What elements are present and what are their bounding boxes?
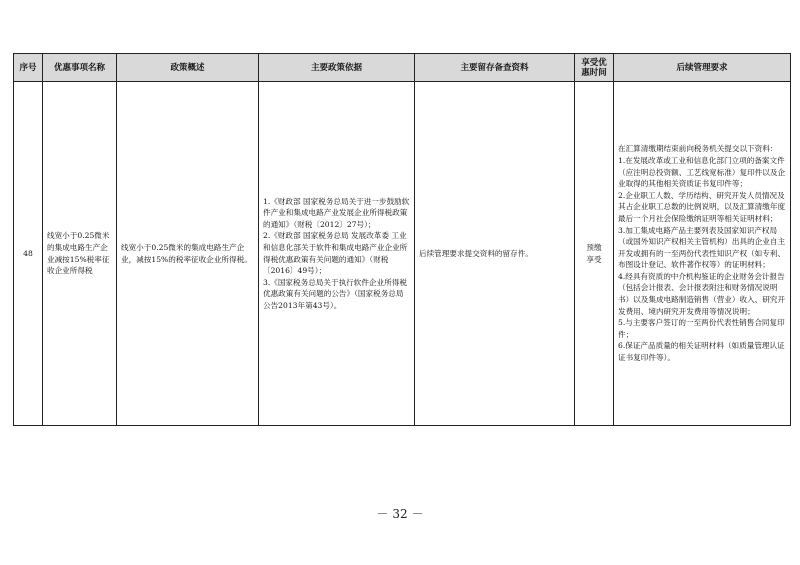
row-number: 48 — [23, 248, 33, 258]
row-number-cell — [14, 82, 43, 426]
item-name: 线宽小于0.25微米的集成电路生产企业减按15%税率征收企业所得税 — [47, 231, 110, 276]
header-policy-basis: 主要政策依据 — [259, 54, 415, 82]
header-policy-overview: 政策概述 — [117, 54, 259, 82]
timing-cell — [575, 82, 614, 426]
table-row — [14, 82, 791, 426]
benefit-timing: 预缴 享受 — [586, 242, 602, 264]
policy-overview: 线宽小于0.25微米的集成电路生产企业，减按15%的税率征收企业所得税。 — [121, 242, 252, 264]
header-number: 序号 — [14, 54, 43, 82]
policy-basis: 1.《财政部 国家税务总局关于进一步鼓励软件产业和集成电路产业发展企业所得税政策的通知》（财税〔2012〕27号）； 2.《财政部 国家税务总局 发展改革委 工业和信息化部关于软件和集成电路产业企业所得税优惠政策有关问题的通知》（财税〔2016〕49号）； 3.《国家税务总局关于执行软件企业所得税优惠政策有关问题的公告》（国家税务总局公告2013年第43号）。 — [263, 196, 410, 310]
table-header-row — [14, 54, 791, 82]
policy-table — [13, 53, 791, 426]
retained-materials: 后续管理要求提交资料的留存件。 — [419, 248, 533, 258]
overview-cell — [117, 82, 259, 426]
header-benefit-timing: 享受优惠时间 — [575, 54, 614, 82]
materials-cell — [415, 82, 575, 426]
basis-cell — [259, 82, 415, 426]
header-retained-materials: 主要留存备查资料 — [415, 54, 575, 82]
followup-cell — [614, 82, 791, 426]
followup-requirements: 在汇算清缴期结束前向税务机关提交以下资料： 1.在发展改革或工业和信息化部门立项的备案文件（应注明总投资额、工艺线宽标准）复印件以及企业取得的其他相关资质证书复印件等； 2.企业职工人数、学历结构、研究开发人员情况及其占企业职工总数的比例说明，以及汇算清缴年度最后一个月社会保险缴纳证明等相关证明材料； 3.加工集成电路产品主要列表及国家知识产权局（或国外知识产权相关主管机构）出具的企业自主开发或拥有的一至两份代表性知识产权（如专利、布图设计登记、软件著作权等）的证明材料； 4.经具有资质的中介机构鉴证的企业财务会计报告（包括会计报表、会计报表附注和财务情况说明书）以及集成电路制造销售（营业）收入、研究开发费用、境内研究开发费用等情况说明； 5.与主要客户签订的一至两份代表性销售合同复印件； 6.保证产品质量的相关证明材料（如质量管理认证证书复印件等）。 — [618, 144, 786, 363]
header-followup-requirements: 后续管理要求 — [614, 54, 791, 82]
header-item-name: 优惠事项名称 — [43, 54, 117, 82]
page-number: － 32 － — [376, 507, 424, 521]
item-name-cell — [43, 82, 117, 426]
